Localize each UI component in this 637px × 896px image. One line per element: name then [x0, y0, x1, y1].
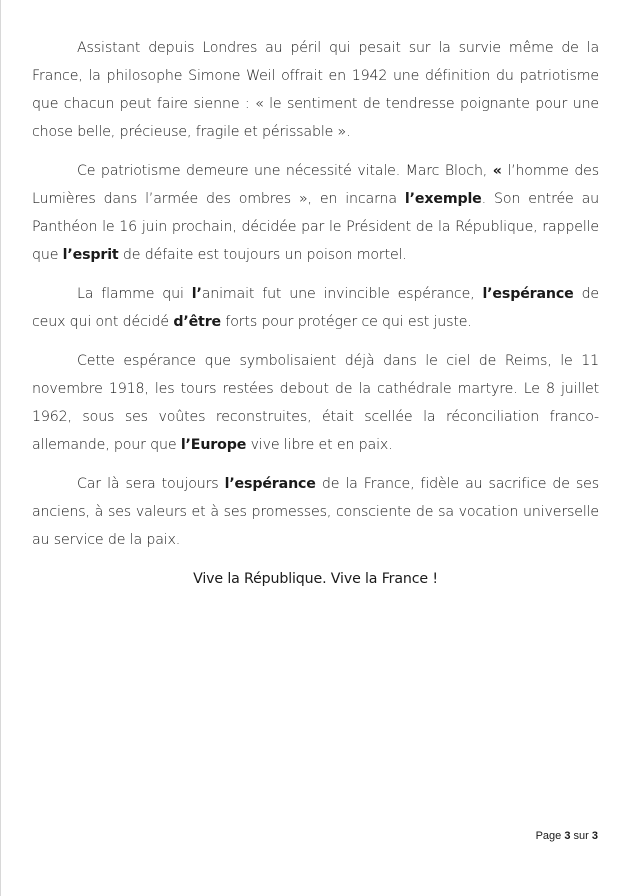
- current-page-number: 3: [564, 830, 571, 842]
- text-run: forts pour protéger ce qui est juste.: [221, 314, 472, 330]
- page-label: Page: [535, 830, 562, 842]
- closing-line: Vive la République. Vive la France !: [193, 571, 438, 587]
- paragraph: [32, 470, 599, 554]
- text-run: vive libre et en paix.: [246, 437, 393, 453]
- text-run: . Son entrée au Panthéon le 16 juin prochain, décidée par le Président de la République, rappelle que: [32, 191, 599, 263]
- total-pages-number: 3: [591, 830, 598, 842]
- page-edge: [0, 0, 1, 896]
- bold-text-run: l’esprit: [62, 247, 119, 263]
- text-run: Cette espérance que symbolisaient déjà dans le ciel de Reims, le 11 novembre 1918, les tours restées debout de la cathédrale martyre. Le 8 juillet 1962, sous ses voûtes reconstruites, était scellée la réconciliation franco-allemande, pour que: [32, 353, 599, 453]
- bold-text-run: l’Europe: [180, 437, 247, 453]
- bold-text-run: l’espérance: [224, 476, 316, 492]
- text-run: Assistant depuis Londres au péril qui pesait sur la survie même de la France, la philosophe Simone Weil offrait en 1942 une définition du patriotisme que chacun peut faire sienne : « le sentiment de tendresse poignante pour une chose belle, précieuse, fragile et périssable ».: [32, 40, 599, 140]
- page-footer: [536, 830, 598, 842]
- bold-text-run: l’: [191, 286, 202, 302]
- of-label: sur: [573, 830, 589, 842]
- paragraph: [32, 280, 599, 336]
- text-run: de défaite est toujours un poison mortel.: [118, 247, 407, 263]
- bold-text-run: l’espérance: [482, 286, 574, 302]
- text-run: Car là sera toujours: [77, 476, 225, 492]
- text-run: animait fut une invincible espérance,: [201, 286, 483, 302]
- text-run: de ceux qui ont décidé: [32, 286, 600, 330]
- paragraph: [32, 34, 599, 146]
- text-run: La flamme qui: [77, 286, 192, 302]
- paragraph: [32, 157, 599, 269]
- bold-text-run: l’exemple: [404, 191, 482, 207]
- document-body: [32, 34, 599, 593]
- text-run: l’homme des Lumières dans l’armée des ombres », en incarna: [32, 163, 600, 207]
- text-run: Ce patriotisme demeure une nécessité vitale. Marc Bloch,: [77, 163, 493, 179]
- bold-text-run: d’être: [173, 314, 222, 330]
- bold-text-run: «: [492, 163, 502, 179]
- text-run: de la France, fidèle au sacrifice de ses anciens, à ses valeurs et à ses promesses, consciente de sa vocation universelle au service de la paix.: [32, 476, 599, 548]
- paragraph: [32, 347, 599, 459]
